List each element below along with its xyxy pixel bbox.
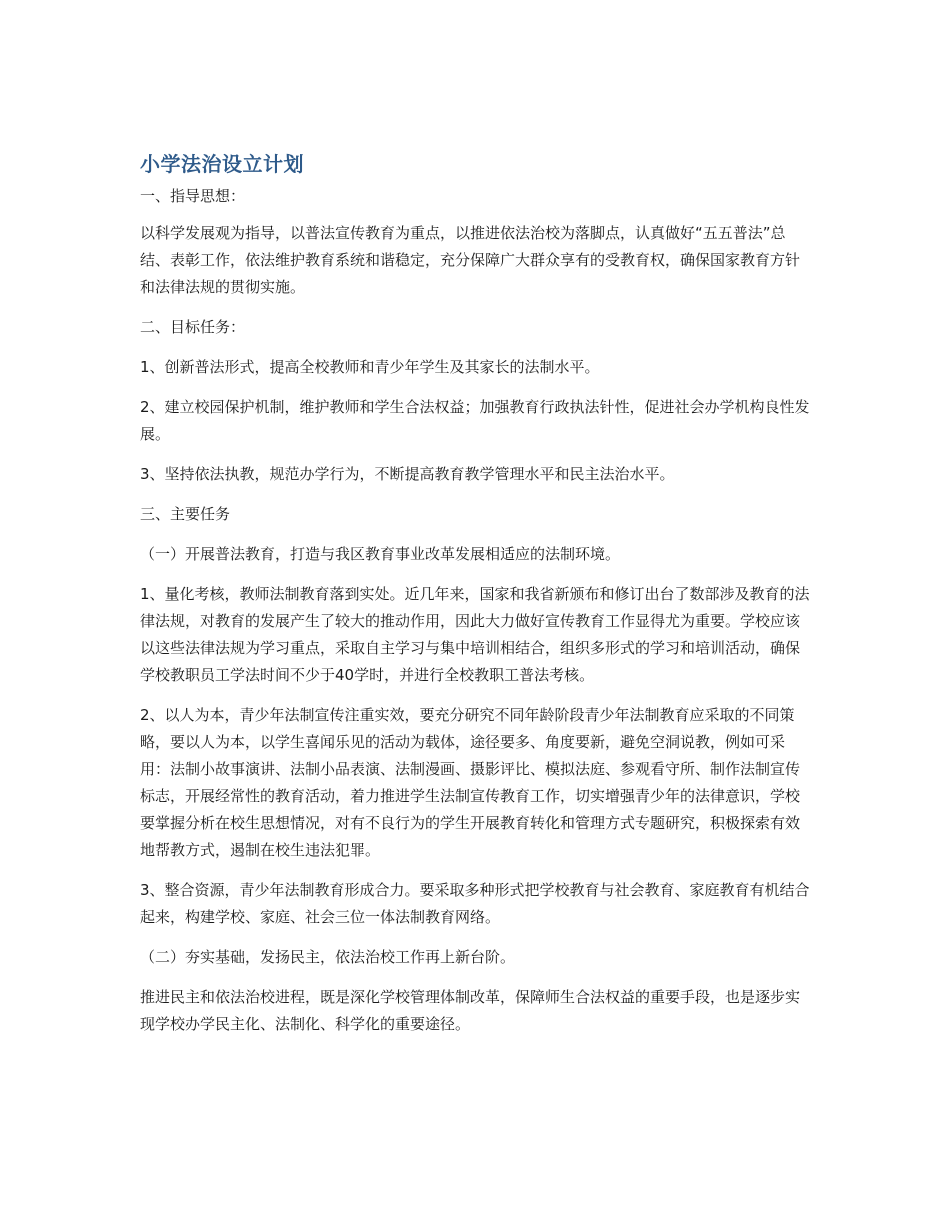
task-item-1: 1、量化考核，教师法制教育落到实处。近几年来，国家和我省新颁布和修订出台了数部涉及教育的法律法规，对教育的发展产生了较大的推动作用，因此大力做好宣传教育工作显得尤为重要。学校应该以这些法律法规为学习重点，采取自主学习与集中培训相结合，组织多形式的学习和培训活动，确保学校教职员工学法时间不少于40学时，并进行全校教职工普法考核。 [140,585,810,684]
goal-item-3: 3、坚持依法执教，规范办学行为，不断提高教育教学管理水平和民主法治水平。 [140,465,675,483]
section-heading-guiding-thought: 一、指导思想： [140,187,246,205]
task-item-3: 3、整合资源，青少年法制教育形成合力。要采取多种形式把学校教育与社会教育、家庭教育有机结合起来，构建学校、家庭、社会三位一体法制教育网络。 [140,881,810,926]
subsection-heading-2: （二）夯实基础，发扬民主，依法治校工作再上新台阶。 [140,948,516,966]
document-title: 小学法治设立计划 [140,152,304,176]
paragraph-guiding-thought: 以科学发展观为指导，以普法宣传教育为重点，以推进依法治校为落脚点，认真做好“五五普法”总结、表彰工作，依法维护教育系统和谐稳定，充分保障广大群众享有的受教育权，确保国家教育方针和法律法规的贯彻实施。 [140,224,801,296]
document-body [140,148,812,1051]
goal-item-2: 2、建立校园保护机制，维护教师和学生合法权益；加强教育行政执法针性，促进社会办学机构良性发展。 [140,398,810,443]
goal-item-1: 1、创新普法形式，提高全校教师和青少年学生及其家长的法制水平。 [140,358,600,376]
section-heading-main-tasks: 三、主要任务 [140,505,231,523]
subsection-heading-1: （一）开展普法教育，打造与我区教育事业改革发展相适应的法制环境。 [140,545,621,563]
paragraph-democracy: 推进民主和依法治校进程，既是深化学校管理体制改革，保障师生合法权益的重要手段，也是逐步实现学校办学民主化、法制化、科学化的重要途径。 [140,988,801,1033]
task-item-2: 2、以人为本，青少年法制宣传注重实效，要充分研究不同年龄阶段青少年法制教育应采取的不同策略，要以人为本，以学生喜闻乐见的活动为载体，途径要多、角度要新，避免空洞说教，例如可采用：法制小故事演讲、法制小品表演、法制漫画、摄影评比、模拟法庭、参观看守所、制作法制宣传标志，开展经常性的教育活动，着力推进学生法制宣传教育工作，切实增强青少年的法律意识，学校要掌握分析在校生思想情况，对有不良行为的学生开展教育转化和管理方式专题研究，积极探索有效地帮教方式，遏制在校生违法犯罪。 [140,706,801,859]
section-heading-goals: 二、目标任务： [140,318,246,336]
